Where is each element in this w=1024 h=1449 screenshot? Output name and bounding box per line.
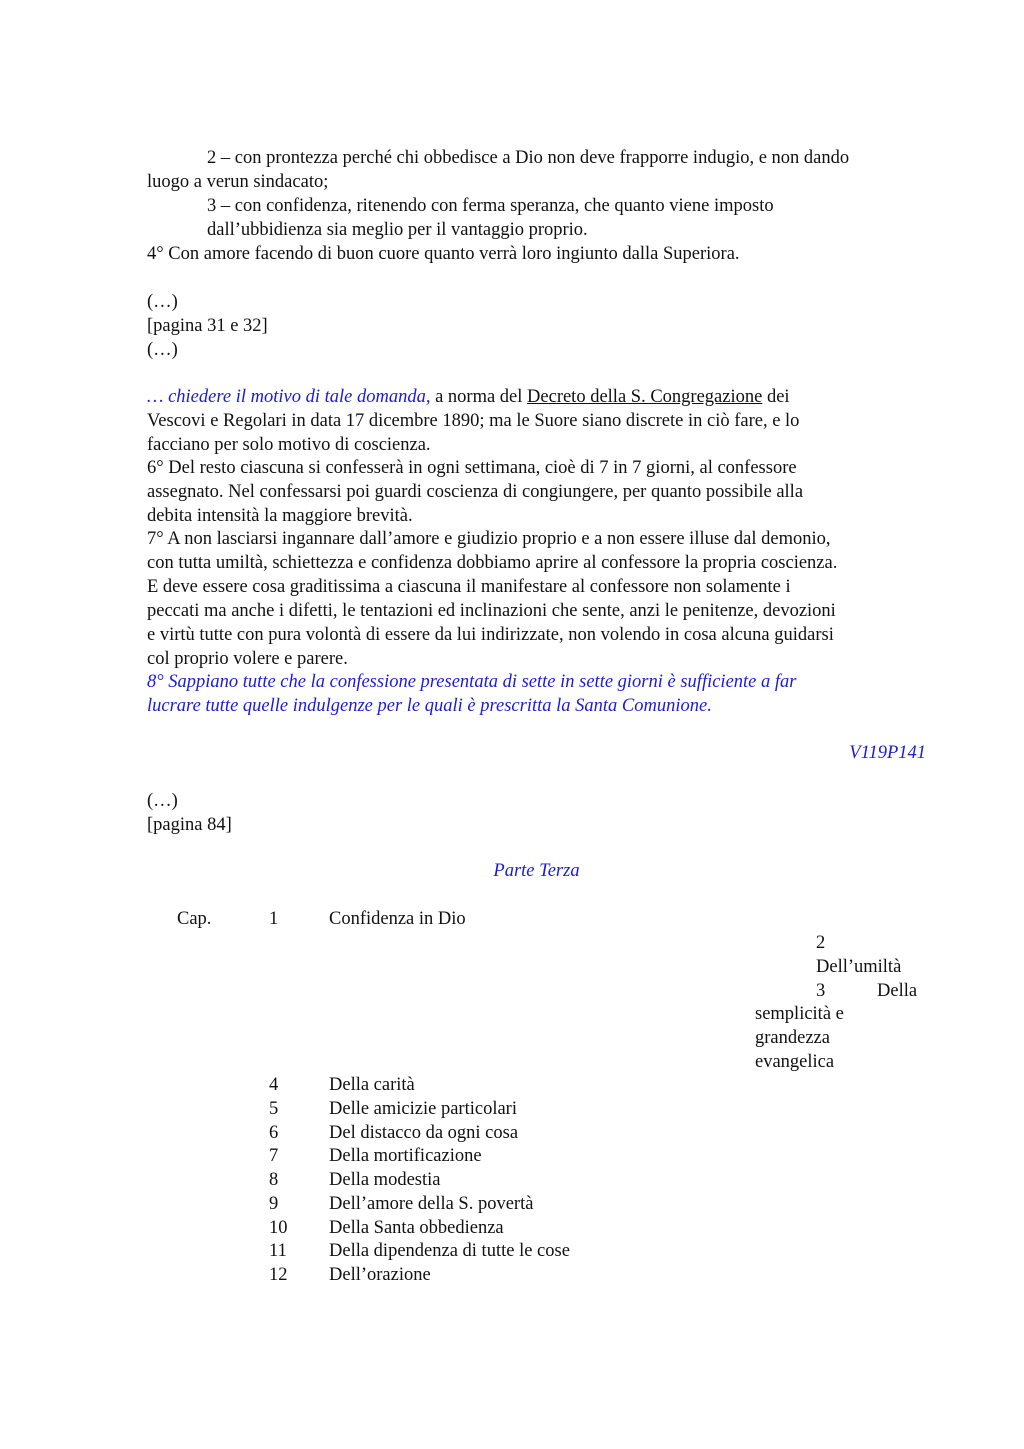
toc-title: Della mortificazione	[329, 1146, 482, 1166]
item-2-line-2: luogo a verun sindacato;	[147, 172, 329, 192]
toc-cap-label: Cap.	[177, 909, 212, 929]
toc-number: 10	[269, 1218, 288, 1238]
toc-title: Confidenza in Dio	[329, 909, 466, 929]
item-8-line-2: lucrare tutte quelle indulgenze per le quali è prescritta la Santa Comunione.	[147, 696, 712, 716]
toc-title: Della carità	[329, 1075, 415, 1095]
decree-line-3: facciano per solo motivo di coscienza.	[147, 435, 431, 455]
toc-number: 5	[269, 1099, 279, 1119]
toc-number: 4	[269, 1075, 279, 1095]
item-6-line-1: 6° Del resto ciascuna si confesserà in ogni settimana, cioè di 7 in 7 giorni, al confessore	[147, 458, 797, 478]
toc-number: 6	[269, 1123, 279, 1143]
decree-line-1	[147, 385, 790, 409]
item-7-line-6: col proprio volere e parere.	[147, 649, 348, 669]
decree-text-b: dei	[762, 387, 790, 407]
toc-title: Della modestia	[329, 1170, 441, 1190]
toc-number: 8	[269, 1170, 279, 1190]
decree-text-a: a norma del	[430, 387, 528, 407]
omission-marker: (…)	[147, 340, 178, 360]
decree-link: Decreto della S. Congregazione	[527, 387, 763, 407]
toc-number: 11	[269, 1241, 287, 1261]
item-7-line-3: E deve essere cosa graditissima a ciascuna il manifestare al confessore non solamente i	[147, 577, 791, 597]
toc-title: Delle amicizie particolari	[329, 1099, 517, 1119]
toc-title: Del distacco da ogni cosa	[329, 1123, 519, 1143]
toc-title: Dell’umiltà	[816, 957, 902, 977]
omission-marker: (…)	[147, 292, 178, 312]
toc-number: 3	[816, 981, 826, 1001]
item-3-line-2: dall’ubbidienza sia meglio per il vantaggio proprio.	[207, 220, 588, 240]
toc-title: Della Santa obbedienza	[329, 1218, 504, 1238]
toc-title: Dell’orazione	[329, 1265, 431, 1285]
blue-intro-text: … chiedere il motivo di tale domanda,	[147, 387, 431, 407]
item-7-line-5: e virtù tutte con pura volontà di essere da lui indirizzate, non volendo in cosa alcuna guidarsi	[147, 625, 834, 645]
toc-title: Della dipendenza di tutte le cose	[329, 1241, 570, 1261]
toc-number: 9	[269, 1194, 279, 1214]
item-8-line-1: 8° Sappiano tutte che la confessione presentata di sette in sette giorni è sufficiente a far	[147, 672, 797, 692]
toc-number: 12	[269, 1265, 288, 1285]
toc-title-continued: grandezza	[755, 1028, 830, 1048]
toc-number: 1	[269, 909, 279, 929]
item-7-line-2: con tutta umiltà, schiettezza e confidenza dobbiamo aprire al confessore la propria coscienza.	[147, 553, 838, 573]
toc-number: 2	[816, 933, 826, 953]
item-6-line-3: debita intensità la maggiore brevità.	[147, 506, 413, 526]
toc-title-continued: semplicità e	[755, 1004, 844, 1024]
item-7-line-1: 7° A non lasciarsi ingannare dall’amore e giudizio proprio e a non essere illuse dal demonio,	[147, 529, 831, 549]
item-6-line-2: assegnato. Nel confessarsi poi guardi coscienza di congiungere, per quanto possibile alla	[147, 482, 804, 502]
decree-line-2: Vescovi e Regolari in data 17 dicembre 1890; ma le Suore siano discrete in ciò fare, e lo	[147, 411, 800, 431]
toc-number: 7	[269, 1146, 279, 1166]
item-7-line-4: peccati ma anche i difetti, le tentazioni ed inclinazioni che sente, anzi le penitenze, devozioni	[147, 601, 836, 621]
omission-marker: (…)	[147, 791, 178, 811]
toc-title: Dell’amore della S. povertà	[329, 1194, 534, 1214]
item-2-line-1: 2 – con prontezza perché chi obbedisce a Dio non deve frapporre indugio, e non dando	[207, 148, 850, 168]
part-title: Parte Terza	[493, 861, 580, 881]
page-reference: [pagina 84]	[147, 815, 232, 835]
item-4: 4° Con amore facendo di buon cuore quanto verrà loro ingiunto dalla Superiora.	[147, 244, 740, 264]
reference-code: V119P141	[849, 743, 926, 763]
toc-title-continued: evangelica	[755, 1052, 835, 1072]
page-reference: [pagina 31 e 32]	[147, 316, 268, 336]
toc-title: Della	[877, 981, 918, 1001]
item-3-line-1: 3 – con confidenza, ritenendo con ferma speranza, che quanto viene imposto	[207, 196, 774, 216]
